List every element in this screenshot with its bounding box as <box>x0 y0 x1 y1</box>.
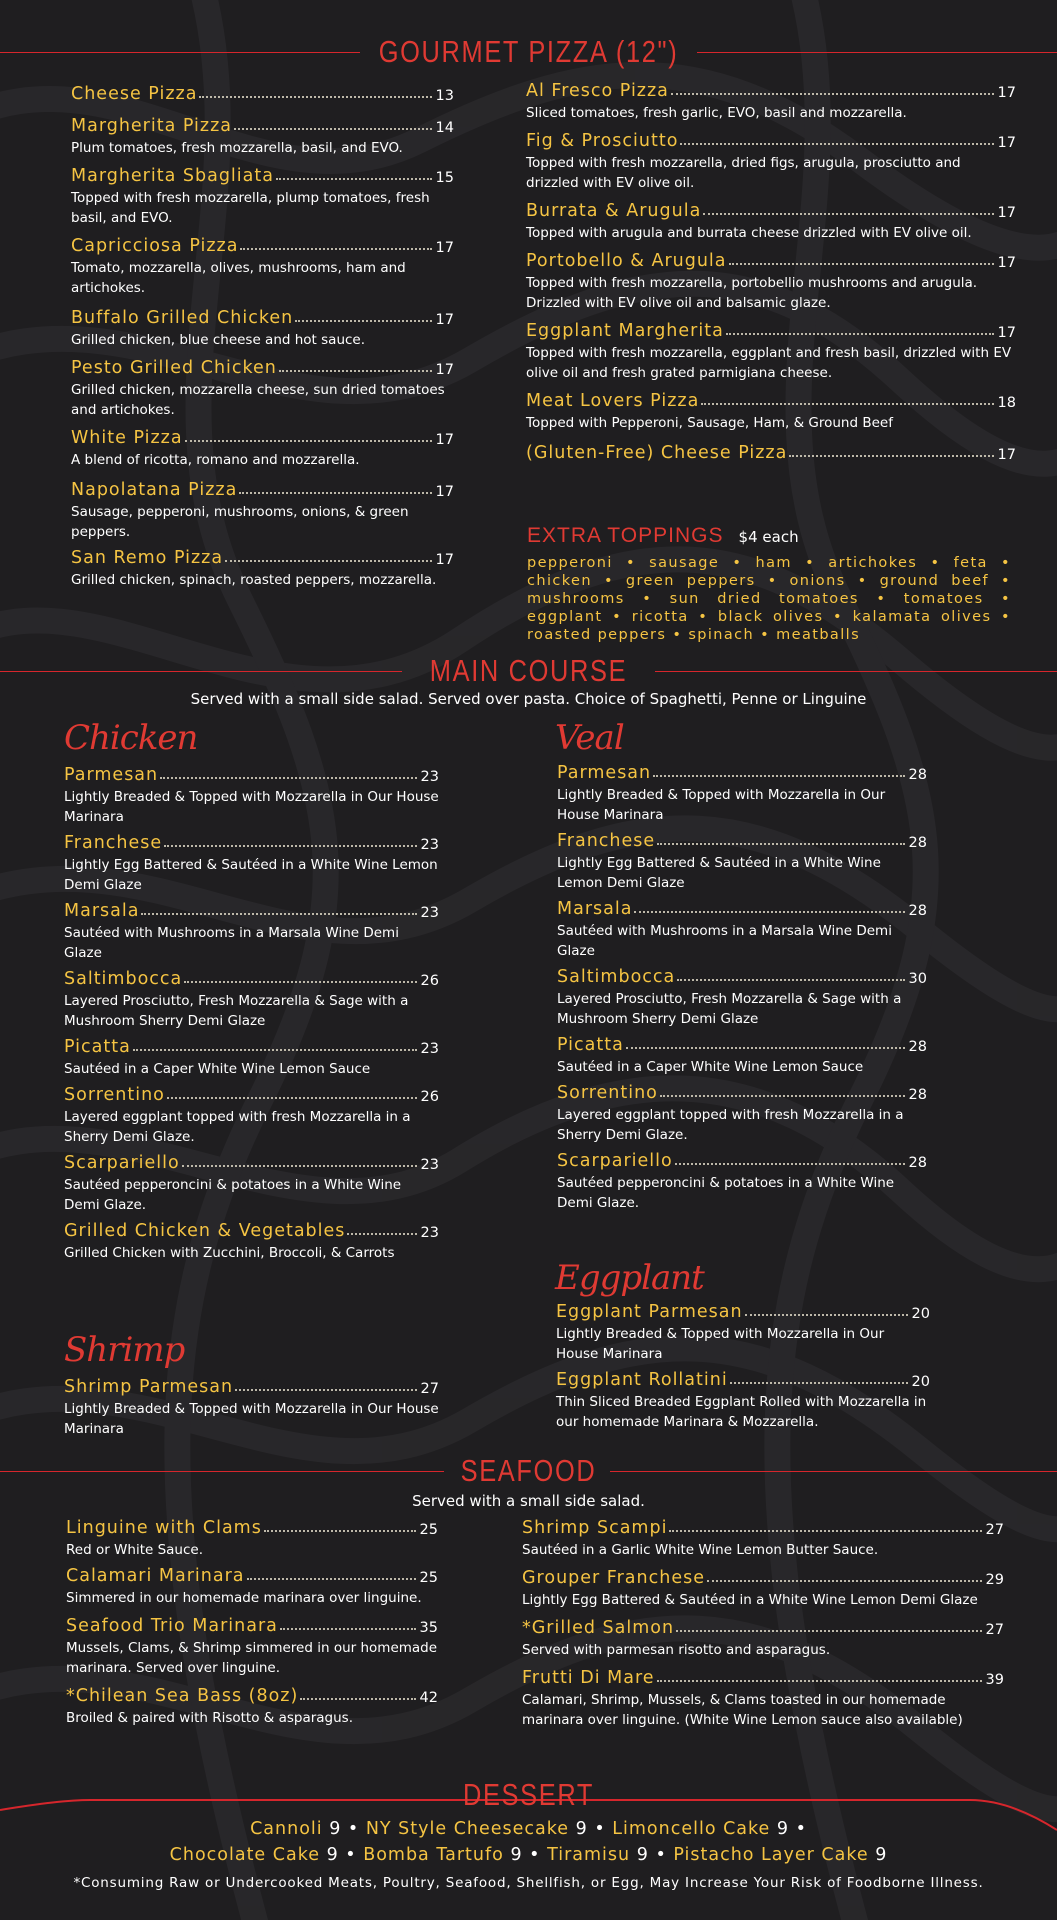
dotted-leader <box>669 1530 981 1532</box>
menu-item-description: Sautéed in a Caper White Wine Lemon Sauce <box>557 1059 864 1075</box>
menu-item-header <box>71 84 454 104</box>
pizza-left-column <box>71 84 454 590</box>
dotted-leader <box>276 178 432 180</box>
menu-item-name: (Gluten-Free) Cheese Pizza <box>526 443 788 463</box>
menu-item-header <box>522 1668 1004 1688</box>
menu-item-name: Sorrentino <box>64 1085 165 1105</box>
menu-item-header <box>522 1618 1004 1638</box>
menu-item-name: Burrata & Arugula <box>526 201 702 221</box>
dotted-leader <box>634 911 904 913</box>
menu-item <box>66 1518 438 1560</box>
extra-toppings-list: pepperoni • sausage • ham • artichokes • feta • chicken • green peppers • onions • ground beef • mushrooms • sun dried tomatoes • tomatoes • eggplant • ricotta • black olives • kalamata olives • roasted peppers • spinach • meatballs <box>527 555 1011 643</box>
menu-item <box>71 358 454 420</box>
menu-item-price: 15 <box>435 170 454 186</box>
dotted-leader <box>675 1163 905 1165</box>
dessert-separator: • <box>347 1819 360 1839</box>
menu-item-description: Lightly Egg Battered & Sautéed in a White Wine Lemon Demi Glaze <box>557 855 881 891</box>
dotted-leader <box>295 320 431 322</box>
dessert-line-1 <box>0 1816 1057 1842</box>
menu-item <box>64 901 439 963</box>
chicken-heading: Chicken <box>64 718 198 758</box>
menu-item-name: Parmesan <box>557 763 652 783</box>
veal-column <box>557 763 927 1213</box>
menu-item-price: 28 <box>908 835 927 851</box>
menu-item-name: Picatta <box>557 1035 624 1055</box>
menu-item <box>526 321 1016 383</box>
menu-item-description: Plum tomatoes, fresh mozzarella, basil, and EVO. <box>71 140 403 156</box>
menu-item-header <box>557 1083 927 1103</box>
menu-item <box>522 1518 1004 1560</box>
menu-item-description: Mussels, Clams, & Shrimp simmered in our homemade marinara. Served over linguine. <box>66 1640 438 1676</box>
menu-item-description: Grilled Chicken with Zucchini, Broccoli, & Carrots <box>64 1245 395 1261</box>
dotted-leader <box>225 560 431 562</box>
dessert-price: 9 <box>875 1845 888 1865</box>
menu-item <box>64 833 439 895</box>
dotted-leader <box>730 1382 908 1384</box>
menu-item-header <box>71 308 454 328</box>
menu-item-name: Fig & Prosciutto <box>526 131 679 151</box>
menu-item-description: Broiled & paired with Risotto & asparagus. <box>66 1710 354 1726</box>
dotted-leader <box>239 492 431 494</box>
menu-item-price: 20 <box>911 1374 930 1390</box>
menu-item-header <box>556 1302 930 1322</box>
dotted-leader <box>729 263 994 265</box>
extra-toppings <box>527 524 1011 644</box>
menu-item-price: 35 <box>419 1620 438 1636</box>
menu-item-description: Thin Sliced Breaded Eggplant Rolled with Mozzarella in our homemade Marinara & Mozzarella. <box>556 1394 927 1430</box>
menu-item <box>522 1568 1004 1610</box>
dessert-price: 9 <box>575 1819 588 1839</box>
menu-item-description: Sliced tomatoes, fresh garlic, EVO, basil and mozzarella. <box>526 105 907 121</box>
menu-item-description: Lightly Egg Battered & Sautéed in a White Wine Lemon Demi Glaze <box>64 857 438 893</box>
menu-item-description: Layered eggplant topped with fresh Mozzarella in a Sherry Demi Glaze. <box>64 1109 411 1145</box>
menu-item <box>522 1668 1004 1730</box>
menu-item-header <box>557 763 927 783</box>
menu-item-description: Grilled chicken, mozzarella cheese, sun dried tomatoes and artichokes. <box>71 382 445 418</box>
menu-item-header <box>71 358 454 378</box>
menu-item-description: Lightly Egg Battered & Sautéed in a White Wine Lemon Demi Glaze <box>522 1592 978 1608</box>
extra-toppings-title: EXTRA TOPPINGS <box>527 524 724 547</box>
seafood-subtitle: Served with a small side salad. <box>412 1492 645 1510</box>
menu-item <box>526 391 1016 433</box>
dotted-leader <box>279 370 432 372</box>
menu-item-price: 13 <box>435 88 454 104</box>
menu-item-header <box>557 899 927 919</box>
menu-item-header <box>66 1686 438 1706</box>
menu-item-name: Buffalo Grilled Chicken <box>71 308 294 328</box>
menu-item-name: Seafood Trio Marinara <box>66 1616 278 1636</box>
menu-item-description: Lightly Breaded & Topped with Mozzarella in Our House Marinara <box>556 1326 885 1362</box>
menu-item-header <box>71 236 454 256</box>
dotted-leader <box>745 1314 908 1316</box>
dotted-leader <box>677 979 904 981</box>
menu-item-description: Sausage, pepperoni, mushrooms, onions, & green peppers. <box>71 504 409 540</box>
dessert-name: Bomba Tartufo <box>363 1845 504 1865</box>
menu-item-description: Sautéed in a Garlic White Wine Lemon Butter Sauce. <box>522 1542 879 1558</box>
dotted-leader <box>164 845 416 847</box>
menu-item-description: Topped with fresh mozzarella, dried figs, arugula, prosciutto and drizzled with EV olive oil. <box>526 155 961 191</box>
menu-item-price: 17 <box>997 255 1016 271</box>
menu-item-header <box>66 1616 438 1636</box>
menu-item <box>64 1153 439 1215</box>
menu-item-name: Picatta <box>64 1037 131 1057</box>
menu-item-header <box>64 901 439 921</box>
dessert-name: Cannoli <box>250 1819 323 1839</box>
menu-item-name: Saltimbocca <box>557 967 676 987</box>
menu-item <box>526 131 1016 193</box>
chicken-column <box>64 765 439 1263</box>
menu-item <box>66 1616 438 1678</box>
menu-item-header <box>526 81 1016 101</box>
menu-item-price: 27 <box>985 1622 1004 1638</box>
menu-item-header <box>64 1153 439 1173</box>
menu-item <box>64 969 439 1031</box>
dotted-leader <box>707 1580 982 1582</box>
menu-item-name: Cheese Pizza <box>71 84 198 104</box>
seafood-right-column <box>522 1518 1004 1730</box>
dotted-leader <box>726 333 994 335</box>
menu-item <box>71 166 454 228</box>
menu-item-description: Sautéed with Mushrooms in a Marsala Wine Demi Glaze <box>557 923 892 959</box>
menu-item <box>556 1302 930 1364</box>
menu-item-name: Eggplant Parmesan <box>556 1302 743 1322</box>
dessert-name: Chocolate Cake <box>169 1845 320 1865</box>
dotted-leader <box>133 1049 417 1051</box>
menu-item-price: 23 <box>420 1157 439 1173</box>
menu-item-name: Saltimbocca <box>64 969 183 989</box>
dessert-separator: • <box>655 1845 667 1865</box>
dotted-leader <box>657 1680 982 1682</box>
menu-item-price: 17 <box>997 447 1016 463</box>
menu-item-header <box>64 1085 439 1105</box>
dessert-price: 9 <box>776 1819 790 1839</box>
menu-item-description: Tomato, mozzarella, olives, mushrooms, ham and artichokes. <box>71 260 406 296</box>
menu-item-name: Calamari Marinara <box>66 1566 245 1586</box>
dotted-leader <box>300 1698 415 1700</box>
menu-item-price: 17 <box>435 240 454 256</box>
dotted-leader <box>264 1530 416 1532</box>
menu-item-name: San Remo Pizza <box>71 548 224 568</box>
menu-item-name: White Pizza <box>71 428 183 448</box>
menu-item <box>557 967 927 1029</box>
menu-item <box>522 1618 1004 1660</box>
dessert-separator: • <box>594 1819 606 1839</box>
menu-item-name: Grouper Franchese <box>522 1568 705 1588</box>
menu-item-header <box>526 201 1016 221</box>
dessert-section-header <box>0 1775 1057 1815</box>
menu-item-name: Pesto Grilled Chicken <box>71 358 277 378</box>
menu-item <box>557 1083 927 1145</box>
veal-heading: Veal <box>555 718 624 758</box>
menu-item-description: Layered eggplant topped with fresh Mozzarella in a Sherry Demi Glaze. <box>557 1107 904 1143</box>
menu-item-header <box>557 1151 927 1171</box>
dotted-leader <box>234 128 432 130</box>
menu-item-name: Capricciosa Pizza <box>71 236 239 256</box>
menu-item-price: 17 <box>997 85 1016 101</box>
menu-item-description: Lightly Breaded & Topped with Mozzarella in Our House Marinara <box>557 787 886 823</box>
dotted-leader <box>347 1233 416 1235</box>
foodborne-disclaimer: *Consuming Raw or Undercooked Meats, Poultry, Seafood, Shellfish, or Egg, May Increase Your Risk of Foodborne Illness. <box>73 1875 984 1891</box>
menu-item-description: Topped with fresh mozzarella, eggplant and fresh basil, drizzled with EV olive oil and fresh grated parmigiana cheese. <box>526 345 1012 381</box>
menu-item-header <box>64 969 439 989</box>
menu-item-name: Parmesan <box>64 765 159 785</box>
dotted-leader <box>141 913 416 915</box>
menu-item-price: 28 <box>908 1087 927 1103</box>
dessert-section-title: DESSERT <box>462 1777 595 1812</box>
menu-item-price: 27 <box>985 1522 1004 1538</box>
menu-item-name: Margherita Sbagliata <box>71 166 274 186</box>
dotted-leader <box>185 440 432 442</box>
dotted-leader <box>167 1097 417 1099</box>
dessert-name: Pistacho Layer Cake <box>673 1845 869 1865</box>
menu-item <box>526 81 1016 123</box>
menu-item-name: Franchese <box>557 831 656 851</box>
dotted-leader <box>660 1095 905 1097</box>
dotted-leader <box>199 96 431 98</box>
menu-item-name: Marsala <box>64 901 140 921</box>
dotted-leader <box>657 843 904 845</box>
menu-item-price: 17 <box>435 362 454 378</box>
menu-item-description: Served with parmesan risotto and asparagus. <box>522 1642 831 1658</box>
menu-item-header <box>522 1518 1004 1538</box>
dotted-leader <box>235 1389 416 1391</box>
menu-item-price: 25 <box>419 1570 438 1586</box>
menu-item-price: 25 <box>419 1522 438 1538</box>
menu-item-price: 28 <box>908 1155 927 1171</box>
eggplant-column <box>556 1302 930 1432</box>
menu-item-name: Scarpariello <box>557 1151 673 1171</box>
menu-item <box>64 1037 439 1079</box>
menu-item <box>71 308 454 350</box>
menu-item-price: 17 <box>435 552 454 568</box>
main-section-title: MAIN COURSE <box>429 653 628 688</box>
menu-item-header <box>557 1035 927 1055</box>
menu-item-price: 23 <box>420 837 439 853</box>
menu-item-name: Marsala <box>557 899 633 919</box>
menu-item-header <box>64 1037 439 1057</box>
menu-item-name: Eggplant Rollatini <box>556 1370 728 1390</box>
menu-item-description: A blend of ricotta, romano and mozzarella. <box>71 452 360 468</box>
menu-item-description: Sautéed with Mushrooms in a Marsala Wine Demi Glaze <box>64 925 399 961</box>
menu-item-description: Calamari, Shrimp, Mussels, & Clams toasted in our homemade marinara over linguine. (White Wine Lemon sauce also available) <box>522 1692 963 1728</box>
menu-item <box>526 443 1016 463</box>
menu-item-description: Simmered in our homemade marinara over linguine. <box>66 1590 422 1606</box>
menu-item <box>557 1151 927 1213</box>
menu-item-name: Meat Lovers Pizza <box>526 391 700 411</box>
seafood-section-title: SEAFOOD <box>460 1453 597 1488</box>
dessert-separator: • <box>529 1845 541 1865</box>
menu-item-price: 27 <box>420 1381 439 1397</box>
menu-item <box>64 1085 439 1147</box>
dessert-separator: • <box>345 1845 357 1865</box>
menu-item-description: Lightly Breaded & Topped with Mozzarella in Our House Marinara <box>64 789 439 825</box>
menu-item-name: Grilled Chicken & Vegetables <box>64 1221 346 1241</box>
dotted-leader <box>247 1578 416 1580</box>
dessert-name: Tiramisu <box>547 1845 631 1865</box>
menu-item-price: 20 <box>911 1306 930 1322</box>
menu-item-header <box>71 428 454 448</box>
dessert-name: Limoncello Cake <box>612 1819 771 1839</box>
menu-item-description: Grilled chicken, spinach, roasted peppers, mozzarella. <box>71 572 437 588</box>
menu-item-name: *Chilean Sea Bass (8oz) <box>66 1686 299 1706</box>
menu-item-header <box>522 1568 1004 1588</box>
dotted-leader <box>626 1047 905 1049</box>
dotted-leader <box>653 775 904 777</box>
main-subtitle: Served with a small side salad. Served over pasta. Choice of Spaghetti, Penne or Linguine <box>190 690 867 708</box>
menu-item-description: Topped with fresh mozzarella, portobellio mushrooms and arugula. Drizzled with EV olive oil and balsamic glaze. <box>526 275 978 311</box>
dessert-price: 9 <box>326 1845 339 1865</box>
seafood-left-column <box>66 1518 438 1728</box>
shrimp-column <box>64 1377 439 1439</box>
menu-item-price: 26 <box>420 1089 439 1105</box>
dotted-leader <box>671 93 994 95</box>
menu-item-header <box>526 443 1016 463</box>
menu-item-price: 39 <box>985 1672 1004 1688</box>
menu-item <box>71 236 454 298</box>
pizza-section-title: GOURMET PIZZA (12") <box>378 34 679 69</box>
menu-item-price: 17 <box>435 312 454 328</box>
menu-item-price: 23 <box>420 905 439 921</box>
menu-item <box>557 899 927 961</box>
menu-item <box>64 765 439 827</box>
dotted-leader <box>184 981 416 983</box>
menu-item <box>71 84 454 104</box>
menu-item-header <box>526 131 1016 151</box>
menu-item-price: 17 <box>997 325 1016 341</box>
menu-item-description: Red or White Sauce. <box>66 1542 204 1558</box>
dessert-line-2 <box>0 1842 1057 1868</box>
menu-item-header <box>71 480 454 500</box>
dessert-name: NY Style Cheesecake <box>365 1819 570 1839</box>
menu-item-name: Frutti Di Mare <box>522 1668 655 1688</box>
menu-item-price: 17 <box>435 432 454 448</box>
dessert-price: 9 <box>329 1819 342 1839</box>
menu-item-description: Topped with arugula and burrata cheese drizzled with EV olive oil. <box>526 225 972 241</box>
dessert-price: 9 <box>510 1845 523 1865</box>
dotted-leader <box>701 403 993 405</box>
menu-item-header <box>66 1518 438 1538</box>
menu-item-header <box>64 765 439 785</box>
menu-item-header <box>526 321 1016 341</box>
menu-item <box>64 1377 439 1439</box>
menu-item-header <box>557 967 927 987</box>
menu-item-price: 18 <box>997 395 1016 411</box>
menu-item-name: Margherita Pizza <box>71 116 233 136</box>
menu-item-price: 42 <box>419 1690 438 1706</box>
menu-item-price: 17 <box>997 205 1016 221</box>
menu-item-header <box>64 833 439 853</box>
menu-item-price: 26 <box>420 973 439 989</box>
menu-item-price: 17 <box>997 135 1016 151</box>
menu-item-name: Franchese <box>64 833 163 853</box>
menu-item-name: Eggplant Margherita <box>526 321 724 341</box>
menu-item-name: Shrimp Parmesan <box>64 1377 234 1397</box>
dotted-leader <box>160 777 416 779</box>
menu-item-price: 28 <box>908 903 927 919</box>
dotted-leader <box>703 213 993 215</box>
menu-item-description: Sautéed in a Caper White Wine Lemon Sauce <box>64 1061 371 1077</box>
menu-item-name: Napolatana Pizza <box>71 480 238 500</box>
menu-item-price: 23 <box>420 769 439 785</box>
menu-item-price: 29 <box>985 1572 1004 1588</box>
dessert-price: 9 <box>636 1845 649 1865</box>
menu-item-name: Linguine with Clams <box>66 1518 262 1538</box>
dotted-leader <box>240 248 431 250</box>
dessert-separator: • <box>795 1819 807 1839</box>
menu-item <box>64 1221 439 1263</box>
menu-item-header <box>64 1221 439 1241</box>
menu-item <box>526 201 1016 243</box>
menu-item-header <box>556 1370 930 1390</box>
menu-item-price: 28 <box>908 767 927 783</box>
menu-item <box>66 1566 438 1608</box>
menu-item-header <box>557 831 927 851</box>
menu-item <box>556 1370 930 1432</box>
menu-item <box>71 428 454 470</box>
menu-item-price: 14 <box>435 120 454 136</box>
menu-item-price: 23 <box>420 1225 439 1241</box>
menu-item-description: Topped with Pepperoni, Sausage, Ham, & Ground Beef <box>526 415 893 431</box>
pizza-right-column <box>526 81 1016 463</box>
menu-item-price: 30 <box>908 971 927 987</box>
dotted-leader <box>182 1165 417 1167</box>
menu-item <box>557 831 927 893</box>
menu-item-header <box>71 548 454 568</box>
menu-item-name: Sorrentino <box>557 1083 658 1103</box>
menu-item-name: Al Fresco Pizza <box>526 81 669 101</box>
dotted-leader <box>676 1630 981 1632</box>
menu-item-description: Sautéed pepperoncini & potatoes in a White Wine Demi Glaze. <box>64 1177 402 1213</box>
menu-item <box>71 116 454 158</box>
menu-item <box>66 1686 438 1728</box>
menu-item-header <box>526 391 1016 411</box>
menu-item-description: Layered Prosciutto, Fresh Mozzarella & Sage with a Mushroom Sherry Demi Glaze <box>64 993 409 1029</box>
menu-item-name: *Grilled Salmon <box>522 1618 675 1638</box>
menu-item-name: Scarpariello <box>64 1153 180 1173</box>
menu-item-price: 28 <box>908 1039 927 1055</box>
seafood-section-header <box>0 1451 1057 1491</box>
main-section-header <box>0 651 1057 691</box>
dotted-leader <box>280 1628 416 1630</box>
menu-item-description: Grilled chicken, blue cheese and hot sauce. <box>71 332 366 348</box>
pizza-section-header <box>0 32 1057 72</box>
menu-item <box>557 1035 927 1077</box>
menu-item <box>71 480 454 542</box>
eggplant-heading: Eggplant <box>555 1258 704 1298</box>
menu-item-description: Topped with fresh mozzarella, plump tomatoes, fresh basil, and EVO. <box>71 190 430 226</box>
dotted-leader <box>789 455 993 457</box>
menu-item <box>526 251 1016 313</box>
menu-item-header <box>66 1566 438 1586</box>
menu-item-description: Sautéed pepperoncini & potatoes in a White Wine Demi Glaze. <box>557 1175 895 1211</box>
menu-item-name: Portobello & Arugula <box>526 251 727 271</box>
menu-item-price: 17 <box>435 484 454 500</box>
dotted-leader <box>680 143 993 145</box>
menu-item <box>557 763 927 825</box>
menu-item-header <box>71 116 454 136</box>
menu-item-description: Lightly Breaded & Topped with Mozzarella in Our House Marinara <box>64 1401 439 1437</box>
extra-toppings-price: $4 each <box>738 528 799 546</box>
menu-item-name: Shrimp Scampi <box>522 1518 668 1538</box>
menu-item-header <box>71 166 454 186</box>
menu-item-price: 23 <box>420 1041 439 1057</box>
menu-item-header <box>64 1377 439 1397</box>
menu-item-header <box>526 251 1016 271</box>
menu-item <box>71 548 454 590</box>
menu-item-description: Layered Prosciutto, Fresh Mozzarella & Sage with a Mushroom Sherry Demi Glaze <box>557 991 902 1027</box>
shrimp-heading: Shrimp <box>64 1330 185 1370</box>
